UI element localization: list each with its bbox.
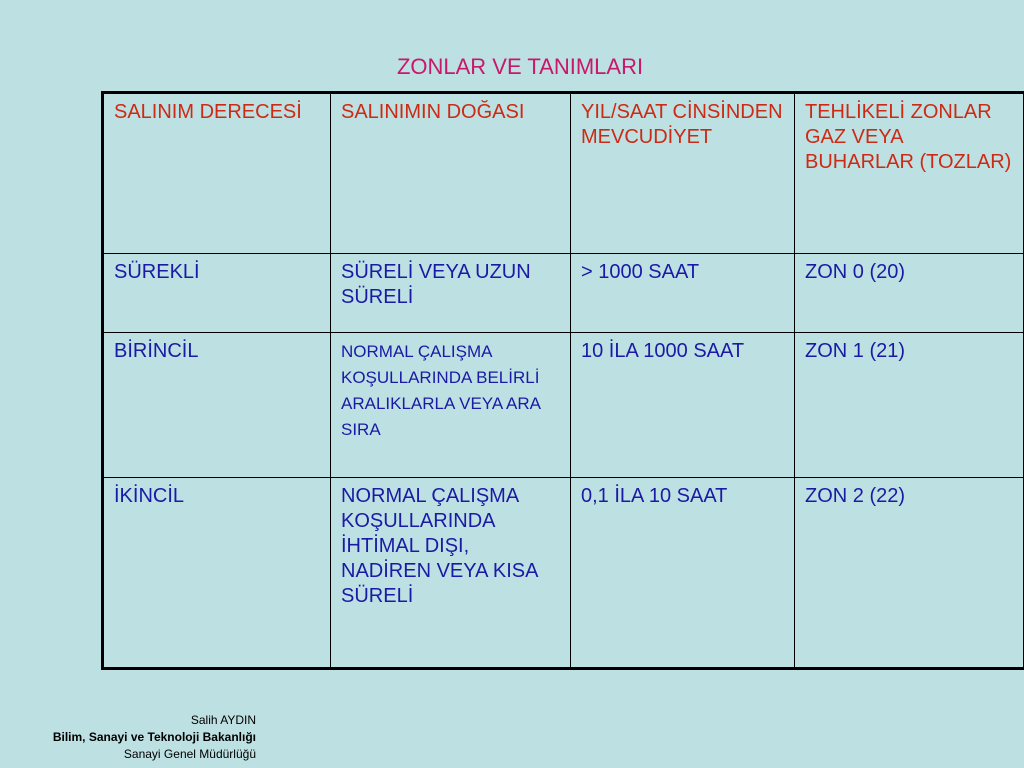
table-cell: SÜRELİ VEYA UZUN SÜRELİ <box>331 254 571 333</box>
page-title: ZONLAR VE TANIMLARI <box>396 54 644 79</box>
table-cell: BİRİNCİL <box>103 333 331 478</box>
table-header-cell: TEHLİKELİ ZONLAR GAZ VEYA BUHARLAR (TOZLAR) <box>795 93 1024 254</box>
table-cell: ZON 1 (21) <box>795 333 1024 478</box>
footer-author: Salih AYDIN <box>190 713 256 727</box>
table-row <box>103 333 1024 478</box>
footer <box>53 712 256 763</box>
table-cell: İKİNCİL <box>103 478 331 669</box>
table-header-row <box>103 93 1024 254</box>
zones-table <box>101 91 1024 670</box>
table-header-cell: SALINIM DERECESİ <box>103 93 331 254</box>
table-header-cell: SALINIMIN DOĞASI <box>331 93 571 254</box>
table-cell: ZON 2 (22) <box>795 478 1024 669</box>
table-cell: SÜREKLİ <box>103 254 331 333</box>
footer-ministry: Bilim, Sanayi ve Teknoloji Bakanlığı <box>52 730 256 744</box>
table-cell: > 1000 SAAT <box>571 254 795 333</box>
table-row <box>103 478 1024 669</box>
footer-directorate: Sanayi Genel Müdürlüğü <box>123 747 256 761</box>
table-cell: 10 İLA 1000 SAAT <box>571 333 795 478</box>
table-cell: 0,1 İLA 10 SAAT <box>571 478 795 669</box>
table-header-cell: YIL/SAAT CİNSİNDEN MEVCUDİYET <box>571 93 795 254</box>
table-row <box>103 254 1024 333</box>
table-cell: NORMAL ÇALIŞMA KOŞULLARINDA İHTİMAL DIŞI, NADİREN VEYA KISA SÜRELİ <box>331 478 571 669</box>
table-cell: NORMAL ÇALIŞMA KOŞULLARINDA BELİRLİ ARALIKLARLA VEYA ARA SIRA <box>331 333 571 478</box>
table-cell: ZON 0 (20) <box>795 254 1024 333</box>
